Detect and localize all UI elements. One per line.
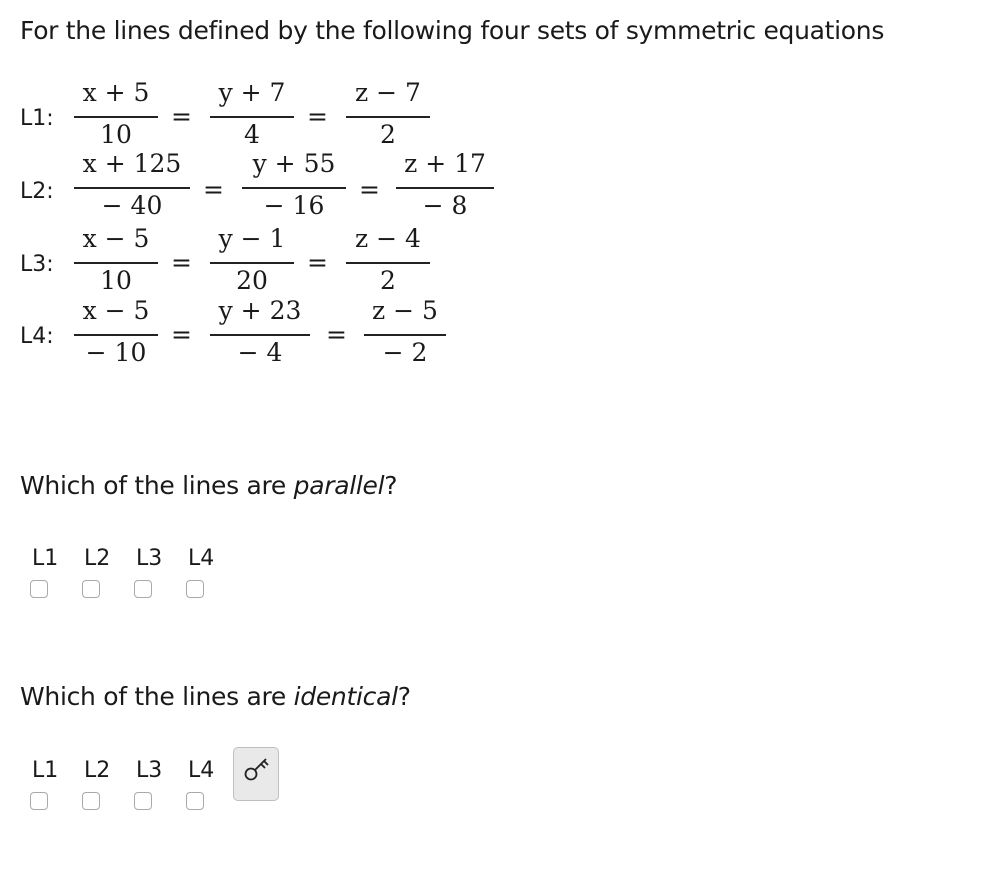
denominator: 4: [244, 120, 260, 149]
checkbox[interactable]: [186, 792, 204, 810]
equals-sign: =: [171, 102, 192, 131]
question-emphasis: parallel: [293, 471, 385, 500]
denominator: 10: [100, 266, 132, 295]
question-text: Which of the lines are: [20, 471, 294, 500]
question-mark: ?: [397, 682, 411, 711]
equals-sign: =: [307, 248, 328, 277]
equals-sign: =: [171, 320, 192, 349]
numerator: z − 5: [372, 296, 438, 325]
numerator: y + 55: [252, 149, 336, 178]
numerator: z + 17: [404, 149, 486, 178]
checkbox[interactable]: [82, 580, 100, 598]
option-label: L3: [136, 758, 163, 783]
denominator: 10: [100, 120, 132, 149]
line-label-l3: L3:: [20, 252, 54, 277]
question-text: Which of the lines are: [20, 682, 294, 711]
numerator: z − 4: [355, 224, 421, 253]
checkbox[interactable]: [82, 792, 100, 810]
fraction-bar: [210, 334, 310, 336]
fraction-bar: [74, 187, 190, 189]
key-button[interactable]: [233, 747, 279, 801]
line-label-l2: L2:: [20, 179, 54, 204]
fraction-bar: [364, 334, 446, 336]
key-icon: [234, 748, 280, 802]
fraction-bar: [74, 116, 158, 118]
problem-intro: For the lines defined by the following four sets of symmetric equations: [20, 16, 885, 45]
option-label: L2: [84, 758, 111, 783]
checkbox[interactable]: [30, 580, 48, 598]
denominator: − 2: [382, 338, 428, 367]
denominator: − 16: [263, 191, 325, 220]
denominator: − 10: [85, 338, 147, 367]
fraction-bar: [74, 262, 158, 264]
equals-sign: =: [203, 175, 224, 204]
question-identical: [20, 682, 411, 711]
equals-sign: =: [326, 320, 347, 349]
fraction-bar: [210, 262, 294, 264]
line-label-l4: L4:: [20, 324, 54, 349]
checkbox[interactable]: [186, 580, 204, 598]
fraction-bar: [396, 187, 494, 189]
fraction-bar: [74, 334, 158, 336]
fraction-bar: [346, 116, 430, 118]
numerator: x + 5: [82, 78, 150, 107]
option-label: L3: [136, 546, 163, 571]
equals-sign: =: [307, 102, 328, 131]
denominator: − 40: [101, 191, 163, 220]
question-emphasis: identical: [293, 682, 398, 711]
equals-sign: =: [359, 175, 380, 204]
checkbox[interactable]: [134, 580, 152, 598]
denominator: 2: [380, 266, 396, 295]
option-label: L4: [188, 758, 215, 783]
fraction-bar: [210, 116, 294, 118]
denominator: 2: [380, 120, 396, 149]
numerator: x − 5: [82, 296, 150, 325]
fraction-bar: [242, 187, 346, 189]
line-label-l1: L1:: [20, 106, 54, 131]
question-parallel: [20, 471, 397, 500]
numerator: y + 7: [218, 78, 286, 107]
denominator: − 4: [237, 338, 283, 367]
denominator: − 8: [422, 191, 468, 220]
option-label: L4: [188, 546, 215, 571]
numerator: y − 1: [218, 224, 286, 253]
fraction-bar: [346, 262, 430, 264]
checkbox[interactable]: [30, 792, 48, 810]
numerator: x + 125: [82, 149, 182, 178]
denominator: 20: [236, 266, 268, 295]
option-label: L2: [84, 546, 111, 571]
equals-sign: =: [171, 248, 192, 277]
option-label: L1: [32, 758, 59, 783]
numerator: y + 23: [218, 296, 302, 325]
numerator: x − 5: [82, 224, 150, 253]
checkbox[interactable]: [134, 792, 152, 810]
option-label: L1: [32, 546, 59, 571]
question-mark: ?: [384, 471, 398, 500]
numerator: z − 7: [355, 78, 421, 107]
